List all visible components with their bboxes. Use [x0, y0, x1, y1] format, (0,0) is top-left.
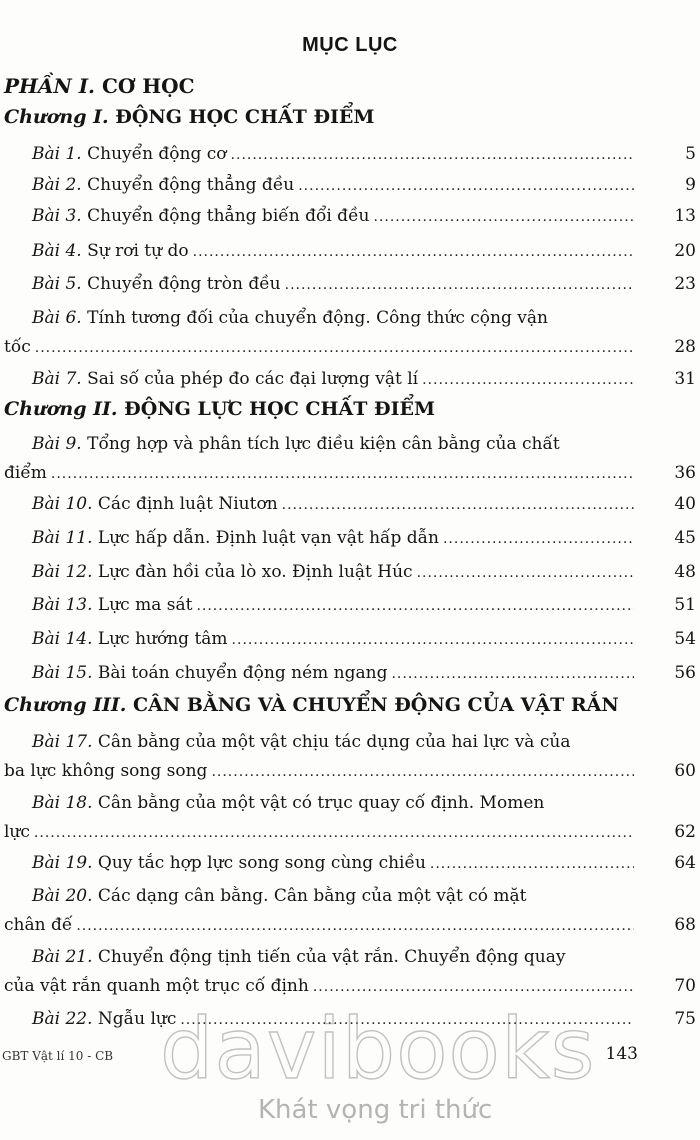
toc-entry[interactable] [4, 304, 696, 362]
lesson-title: Lực ma sát [97, 595, 193, 615]
lesson-title: Chuyển động thẳng đều [87, 175, 295, 195]
lesson-number: Bài 2. [32, 175, 82, 195]
page-number: 70 [674, 976, 696, 996]
lesson-title-continued: của vật rắn quanh một trục cố định [4, 976, 309, 996]
footer-page-number: 143 [605, 1044, 638, 1064]
dot-leader [313, 973, 634, 1002]
chapter-heading [4, 694, 619, 716]
page-number: 40 [674, 494, 696, 514]
dot-leader [285, 271, 634, 300]
page-number: 9 [685, 175, 696, 195]
dot-leader [417, 559, 634, 588]
dot-leader [232, 626, 634, 655]
toc-entry[interactable] [4, 365, 696, 394]
page-number: 62 [674, 822, 696, 842]
lesson-title: Chuyển động thẳng biến đổi đều [87, 206, 370, 226]
lesson-number: Bài 17. [32, 732, 93, 752]
lesson-number: Bài 21. [32, 947, 93, 967]
lesson-number: Bài 3. [32, 206, 82, 226]
lesson-title-continued: điểm [4, 463, 47, 483]
toc-entry[interactable] [4, 849, 696, 878]
lesson-number: Bài 20. [32, 886, 93, 906]
dot-leader [51, 460, 634, 489]
lesson-number: Bài 22. [32, 1009, 93, 1029]
chapter-name: ĐỘNG HỌC CHẤT ĐIỂM [115, 106, 375, 128]
lesson-title: Các định luật Niutơn [97, 494, 278, 514]
lesson-number: Bài 4. [32, 241, 82, 261]
lesson-number: Bài 1. [32, 144, 82, 164]
page-number: 36 [674, 463, 696, 483]
toc-entry[interactable] [4, 171, 696, 200]
lesson-title: Sai số của phép đo các đại lượng vật lí [87, 369, 419, 389]
toc-entry[interactable] [4, 430, 696, 488]
lesson-title: Lực hấp dẫn. Định luật vạn vật hấp dẫn [97, 528, 439, 548]
lesson-number: Bài 15. [32, 663, 93, 683]
page-number: 68 [674, 915, 696, 935]
toc-entry[interactable] [4, 558, 696, 587]
lesson-title: Tổng hợp và phân tích lực điều kiện cân bằng của chất [87, 434, 560, 454]
footer-book-title: GBT Vật lí 10 - CB [2, 1049, 114, 1063]
dot-leader [391, 660, 634, 689]
lesson-number: Bài 18. [32, 793, 93, 813]
toc-entry[interactable] [4, 943, 696, 1001]
toc-entry[interactable] [4, 237, 696, 266]
watermark-logo: davibooks [160, 1000, 596, 1098]
lesson-title-continued: ba lực không song song [4, 761, 208, 781]
chapter-prefix: Chương I. [4, 106, 109, 128]
toc-entry[interactable] [4, 728, 696, 786]
page-number: 75 [674, 1009, 696, 1029]
page-number: 28 [674, 337, 696, 357]
lesson-title: Các dạng cân bằng. Cân bằng của một vật có mặt [97, 886, 527, 906]
page-number: 20 [674, 241, 696, 261]
part-prefix: PHẦN I. [4, 74, 96, 98]
page-number: 45 [674, 528, 696, 548]
page-number: 31 [674, 369, 696, 389]
dot-leader [34, 819, 634, 848]
dot-leader [422, 366, 634, 395]
page-number: 51 [674, 595, 696, 615]
page-title: MỤC LỤC [302, 34, 398, 56]
lesson-number: Bài 13. [32, 595, 93, 615]
dot-leader [373, 203, 634, 232]
toc-entry[interactable] [4, 789, 696, 847]
lesson-title: Lực đàn hồi của lò xo. Định luật Húc [97, 562, 413, 582]
lesson-number: Bài 10. [32, 494, 93, 514]
toc-entry[interactable] [4, 270, 696, 299]
chapter-name: CÂN BẰNG VÀ CHUYỂN ĐỘNG CỦA VẬT RẮN [133, 694, 619, 716]
toc-entry[interactable] [4, 202, 696, 231]
part-heading [4, 74, 195, 98]
dot-leader [231, 141, 634, 170]
toc-entry[interactable] [4, 659, 696, 688]
dot-leader [298, 172, 634, 201]
lesson-number: Bài 12. [32, 562, 93, 582]
toc-entry[interactable] [4, 882, 696, 940]
dot-leader [193, 238, 634, 267]
chapter-heading [4, 106, 374, 128]
dot-leader [282, 491, 634, 520]
page-number: 54 [674, 629, 696, 649]
lesson-title: Chuyển động tịnh tiến của vật rắn. Chuyển động quay [97, 947, 566, 967]
dot-leader [35, 334, 634, 363]
lesson-title: Tính tương đối của chuyển động. Công thức cộng vận [87, 308, 548, 328]
page-number: 60 [674, 761, 696, 781]
lesson-title: Ngẫu lực [97, 1009, 177, 1029]
lesson-title: Lực hướng tâm [97, 629, 228, 649]
lesson-number: Bài 7. [32, 369, 82, 389]
lesson-title: Chuyển động tròn đều [87, 274, 281, 294]
lesson-title: Chuyển động cơ [87, 144, 227, 164]
page-number: 48 [674, 562, 696, 582]
lesson-number: Bài 11. [32, 528, 93, 548]
watermark-slogan: Khát vọng tri thức [258, 1095, 493, 1125]
toc-entry[interactable] [4, 490, 696, 519]
dot-leader [196, 592, 634, 621]
chapter-name: ĐỘNG LỰC HỌC CHẤT ĐIỂM [124, 398, 436, 420]
lesson-number: Bài 9. [32, 434, 82, 454]
toc-entry[interactable] [4, 524, 696, 553]
lesson-number: Bài 5. [32, 274, 82, 294]
lesson-title: Cân bằng của một vật chịu tác dụng của hai lực và của [97, 732, 571, 752]
page-number: 5 [685, 144, 696, 164]
lesson-title: Cân bằng của một vật có trục quay cố định. Momen [97, 793, 545, 813]
page-number: 13 [674, 206, 696, 226]
lesson-title-continued: tốc [4, 337, 31, 357]
lesson-number: Bài 14. [32, 629, 93, 649]
lesson-title: Quy tắc hợp lực song song cùng chiều [97, 853, 426, 873]
page-number: 23 [674, 274, 696, 294]
lesson-number: Bài 19. [32, 853, 93, 873]
lesson-title-continued: lực [4, 822, 30, 842]
dot-leader [76, 912, 634, 941]
lesson-title: Sự rơi tự do [87, 241, 189, 261]
toc-entry[interactable] [4, 140, 696, 169]
page-number: 56 [674, 663, 696, 683]
dot-leader [443, 525, 634, 554]
chapter-prefix: Chương III. [4, 694, 127, 716]
part-name: CƠ HỌC [101, 74, 195, 98]
lesson-title-continued: chân đế [4, 915, 73, 935]
chapter-prefix: Chương II. [4, 398, 118, 420]
chapter-heading [4, 398, 435, 420]
toc-entry[interactable] [4, 591, 696, 620]
page-number: 64 [674, 853, 696, 873]
lesson-title: Bài toán chuyển động ném ngang [97, 663, 388, 683]
lesson-number: Bài 6. [32, 308, 82, 328]
toc-entry[interactable] [4, 625, 696, 654]
dot-leader [211, 758, 634, 787]
dot-leader [430, 850, 634, 879]
